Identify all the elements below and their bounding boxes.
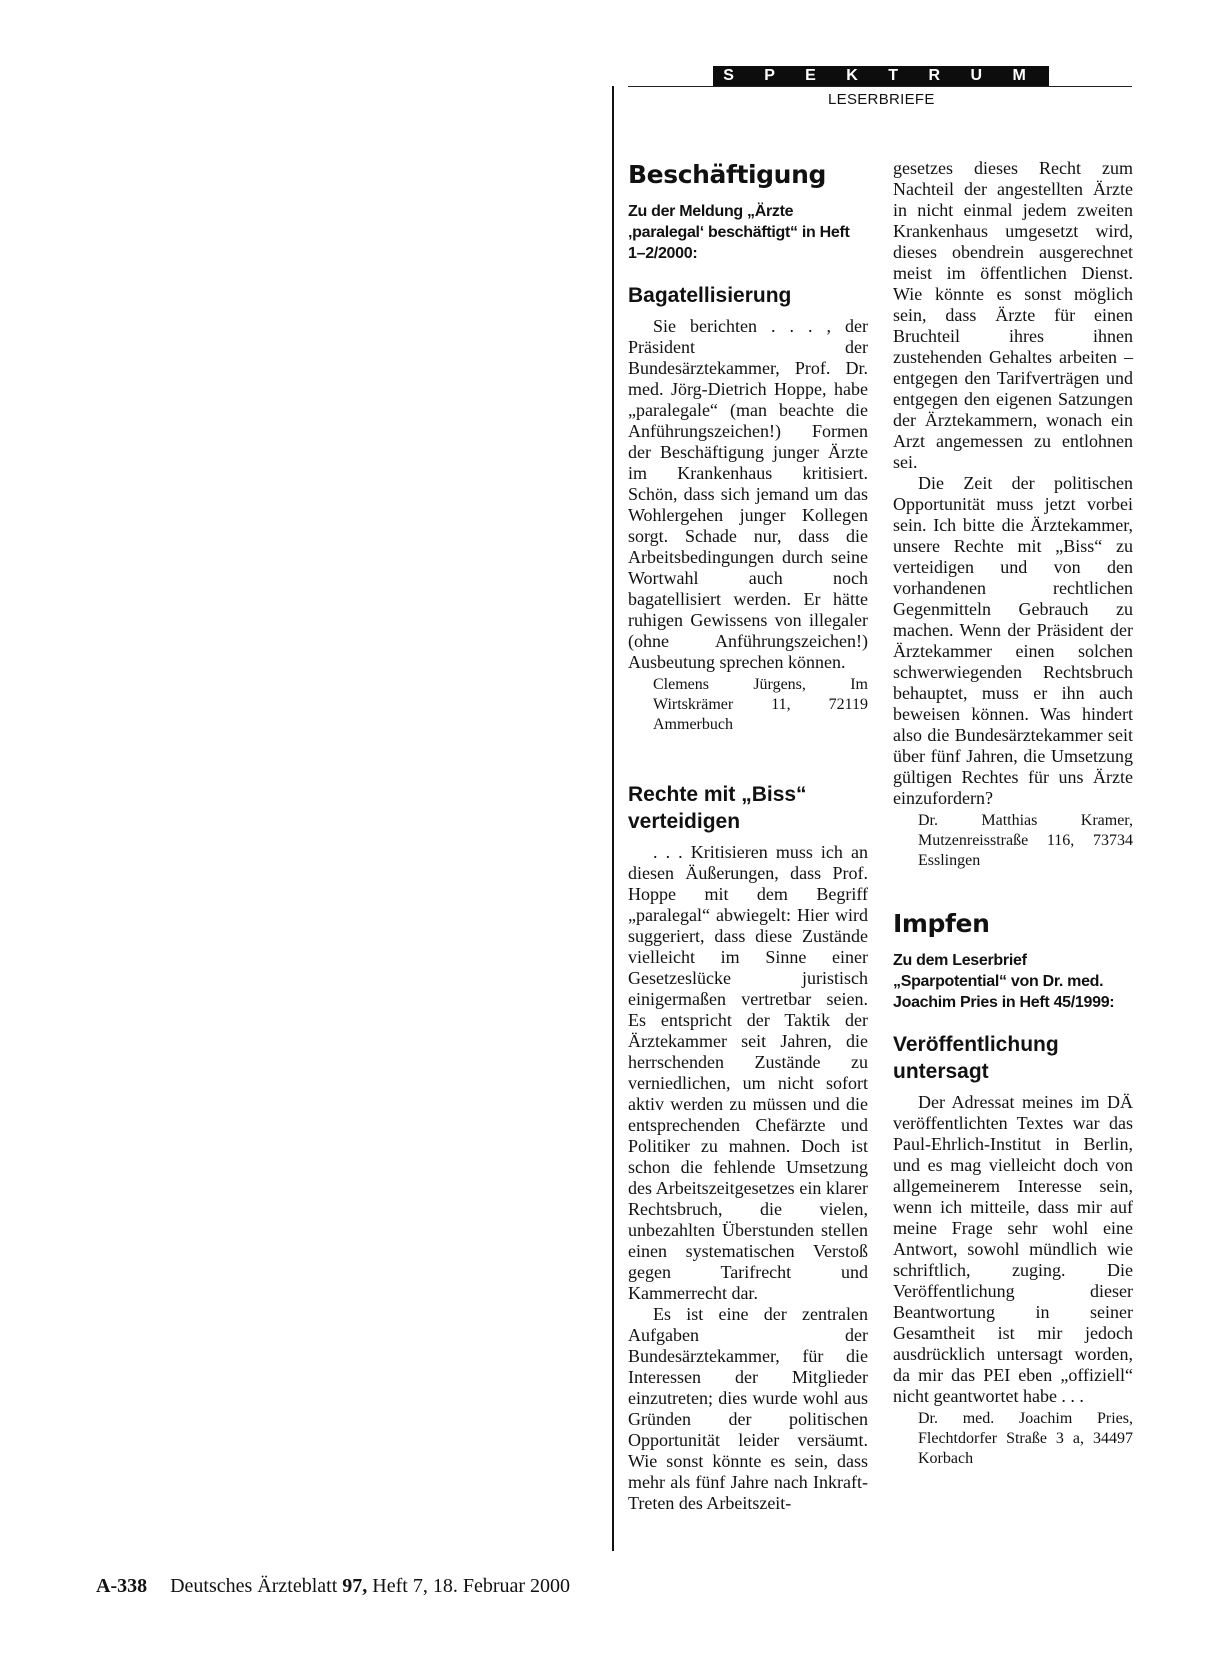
column-rule — [612, 86, 614, 1551]
page-number: A-338 — [96, 1575, 148, 1597]
paragraph: . . . Kritisieren muss ich an diesen Äußerungen, dass Prof. Hoppe mit dem Begriff „paralegal“ abwiegelt: Hier wird suggeriert, dass diese Zustände vielleicht im Sinne einer Gesetzeslücke juristisch einigermaßen vertretbar seien. Es entspricht der Taktik der Ärztekammer seit Jahren, die herrschenden Zustände zu verniedlichen, um nicht sofort aktiv werden zu müssen und die entsprechenden Chefärzte und Politiker zu mahnen. Doch ist schon die fehlende Umsetzung des Arbeitszeitgesetzes ein klarer Rechtsbruch, die vielen, unbezahlten Überstunden stellen einen systematischen Verstoß gegen Tarifrecht und Kammerrecht dar. — [628, 842, 868, 1303]
paragraph: Die Zeit der politischen Opportunität muss jetzt vorbei sein. Ich bitte die Ärztekammer, unsere Rechte mit „Biss“ zu verteidigen und von den vorhandenen rechtlichen Gegenmitteln Gebrauch zu machen. Wenn der Präsident der Ärztekammer einen solchen schwerwiegenden Rechtsbruch behauptet, muss er ihn auch beweisen können. Was hindert also die Bundesärztekammer seit über fünf Jahren, die Umsetzung gültigen Rechtes für uns Ärzte einzufordern? — [893, 473, 1133, 808]
article-title-veroeffentlichung: Veröffentlichung untersagt — [893, 1033, 1059, 1083]
section-title-impfen: Impfen — [893, 909, 990, 938]
section-banner: S P E K T R U M — [713, 66, 1049, 86]
paragraph: gesetzes dieses Recht zum Nachteil der angestellten Ärzte in nicht einmal jedem zweiten Krankenhaus umgesetzt wird, dieses obendrein ausgerechnet meist im öffentlichen Dienst. Wie könnte es sonst möglich sein, dass Ärzte für einen Bruchteil ihres ihnen zustehenden Gehaltes arbeiten – entgegen den Tarifverträgen und entgegen den eigenen Satzungen der Ärztekammern, wonach ein Arzt angemessen zu entlohnen sei. — [893, 158, 1133, 472]
volume-number: 97, — [342, 1575, 368, 1597]
issue-date: Heft 7, 18. Februar 2000 — [372, 1575, 571, 1597]
article-title-bagatellisierung: Bagatellisierung — [628, 284, 792, 307]
signature: Clemens Jürgens, Im Wirtskrämer 11, 72119 Ammerbuch — [653, 676, 868, 733]
paragraph: Der Adressat meines im DÄ veröffentlichten Textes war das Paul-Ehrlich-Institut in Berlin, und es mag vielleicht doch von allgemeinerem Interesse sein, wenn ich mitteile, dass mir auf meine Frage sehr wohl eine Antwort, sowohl mündlich wie schriftlich, zuging. Die Veröffentlichung dieser Beantwortung in seiner Gesamtheit ist mir jedoch ausdrücklich untersagt worden, da mir das PEI eben „offiziell“ nicht geantwortet habe . . . — [893, 1092, 1133, 1406]
signature: Dr. med. Joachim Pries, Flechtdorfer Straße 3 a, 34497 Korbach — [918, 1410, 1133, 1467]
article-body — [628, 842, 868, 1514]
page-footer — [96, 1575, 570, 1598]
article-title-rechte-mit-biss: Rechte mit „Biss“ verteidigen — [628, 783, 807, 833]
paragraph: Sie berichten . . . , der Präsident der Bundesärztekammer, Prof. Dr. med. Jörg-Dietrich Hoppe, habe „paralegale“ (man beachte die Anführungszeichen!) Formen der Beschäftigung junger Ärzte im Krankenhaus kritisiert. Schön, dass sich jemand um das Wohlergehen junger Kollegen sorgt. Schade nur, dass die Arbeitsbedingungen durch seine Wortwahl auch noch bagatellisiert werden. Er hätte ruhigen Gewissens von illegaler (ohne Anführungszeichen!) Ausbeutung sprechen können. — [628, 316, 868, 672]
section-title-beschaeftigung: Beschäftigung — [628, 160, 826, 189]
signature: Dr. Matthias Kramer, Mutzenreisstraße 116, 73734 Esslingen — [918, 812, 1133, 869]
paragraph: Es ist eine der zentralen Aufgaben der Bundesärztekammer, für die Interessen der Mitglieder einzutreten; dies wurde wohl aus Gründen der politischen Opportunität leider versäumt. Wie sonst könnte es sein, dass mehr als fünf Jahre nach Inkraft-Treten des Arbeitszeit- — [628, 1304, 868, 1513]
article-body — [893, 158, 1133, 809]
subsection-label: LESERBRIEFE — [828, 91, 935, 108]
column-left — [628, 160, 868, 1514]
section-intro: Zu dem Leserbrief „Sparpotential“ von Dr. med. Joachim Pries in Heft 45/1999: — [893, 952, 1115, 1011]
journal-name: Deutsches Ärzteblatt — [170, 1575, 338, 1597]
article-body — [628, 316, 868, 673]
column-right — [893, 158, 1133, 1469]
article-body — [893, 1092, 1133, 1407]
section-intro: Zu der Meldung „Ärzte ‚paralegal‘ beschäftigt“ in Heft 1–2/2000: — [628, 203, 850, 262]
header-rule — [628, 86, 1132, 87]
